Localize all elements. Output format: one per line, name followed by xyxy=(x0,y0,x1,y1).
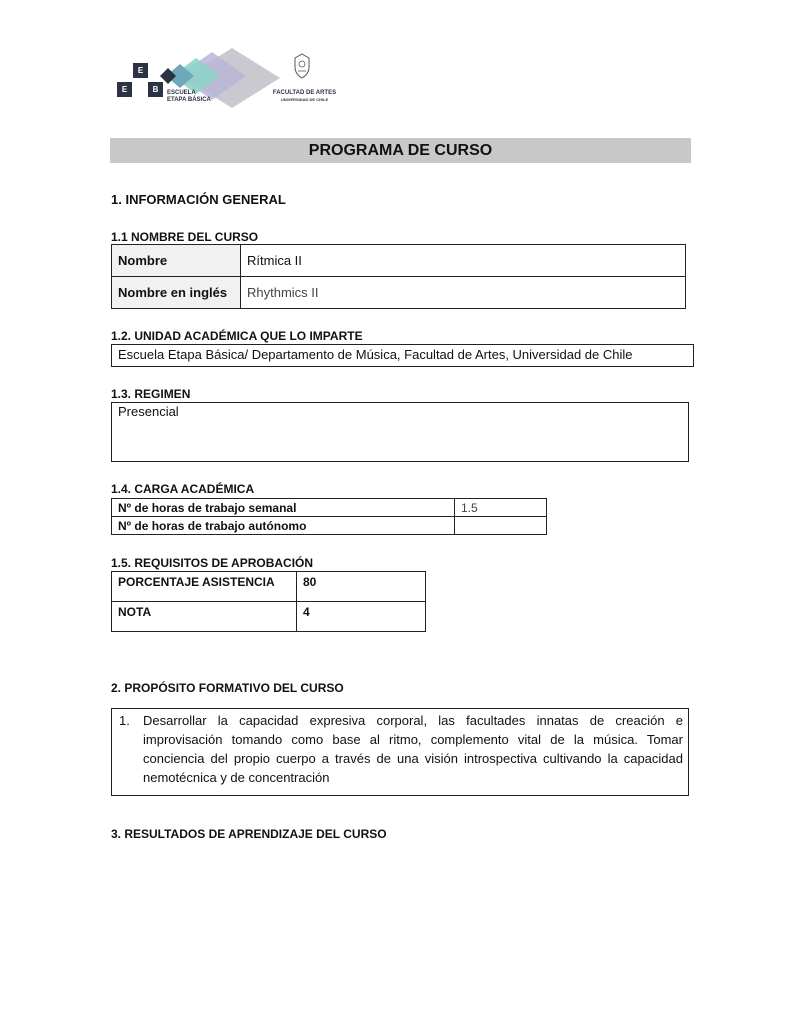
purpose-text: Desarrollar la capacidad expresiva corporal, las facultades innatas de creación e improvisación tomando como base al ritmo, complemento vital de la música. Tomar conciencia del propio cuerpo a través de una visión introspectiva cultivando la capacidad nemotécnica y de concentración xyxy=(143,713,683,785)
logo-letter-b: B xyxy=(148,82,163,97)
course-name-label: Nombre xyxy=(112,245,241,277)
weekly-hours-label: Nº de horas de trabajo semanal xyxy=(112,499,455,517)
university-crest-icon xyxy=(293,53,311,79)
table-row xyxy=(112,245,686,277)
course-name-english-value: Rhythmics II xyxy=(241,277,686,309)
table-row xyxy=(112,602,426,632)
table-row xyxy=(112,499,547,517)
course-name-heading: 1.1 NOMBRE DEL CURSO xyxy=(111,230,259,244)
requirements-table xyxy=(111,571,426,632)
unit-value: Escuela Etapa Básica/ Departamento de Música, Facultad de Artes, Universidad de Chile xyxy=(111,344,694,367)
requirements-heading: 1.5. REQUISITOS DE APROBACIÓN xyxy=(111,556,314,570)
purpose-box xyxy=(111,708,689,796)
logo-letter-e-left: E xyxy=(117,82,132,97)
table-row xyxy=(112,572,426,602)
logo-school-name: ESCUELA ETAPA BÁSICA xyxy=(167,90,211,103)
weekly-hours-value: 1.5 xyxy=(455,499,547,517)
header-logo xyxy=(112,46,337,108)
regime-heading: 1.3. REGIMEN xyxy=(111,387,191,401)
attendance-label: PORCENTAJE ASISTENCIA xyxy=(112,572,297,602)
table-row xyxy=(112,517,547,535)
grade-value: 4 xyxy=(297,602,426,632)
logo-letter-e-top: E xyxy=(133,63,148,78)
attendance-value: 80 xyxy=(297,572,426,602)
course-name-table xyxy=(111,244,686,309)
page-title: PROGRAMA DE CURSO xyxy=(110,138,691,163)
regime-value: Presencial xyxy=(111,402,689,462)
logo-faculty-name: FACULTAD DE ARTES UNIVERSIDAD DE CHILE xyxy=(272,90,337,102)
grade-label: NOTA xyxy=(112,602,297,632)
academic-load-table xyxy=(111,498,547,535)
load-heading: 1.4. CARGA ACADÉMICA xyxy=(111,482,255,496)
purpose-item-number: 1. xyxy=(119,713,130,728)
section-1-heading: 1. INFORMACIÓN GENERAL xyxy=(111,192,286,207)
autonomous-hours-value xyxy=(455,517,547,535)
autonomous-hours-label: Nº de horas de trabajo autónomo xyxy=(112,517,455,535)
table-row xyxy=(112,277,686,309)
course-name-value: Rítmica II xyxy=(241,245,686,277)
unit-heading: 1.2. UNIDAD ACADÉMICA QUE LO IMPARTE xyxy=(111,329,363,343)
section-2-heading: 2. PROPÓSITO FORMATIVO DEL CURSO xyxy=(111,681,344,695)
section-3-heading: 3. RESULTADOS DE APRENDIZAJE DEL CURSO xyxy=(111,827,387,841)
course-name-english-label: Nombre en inglés xyxy=(112,277,241,309)
